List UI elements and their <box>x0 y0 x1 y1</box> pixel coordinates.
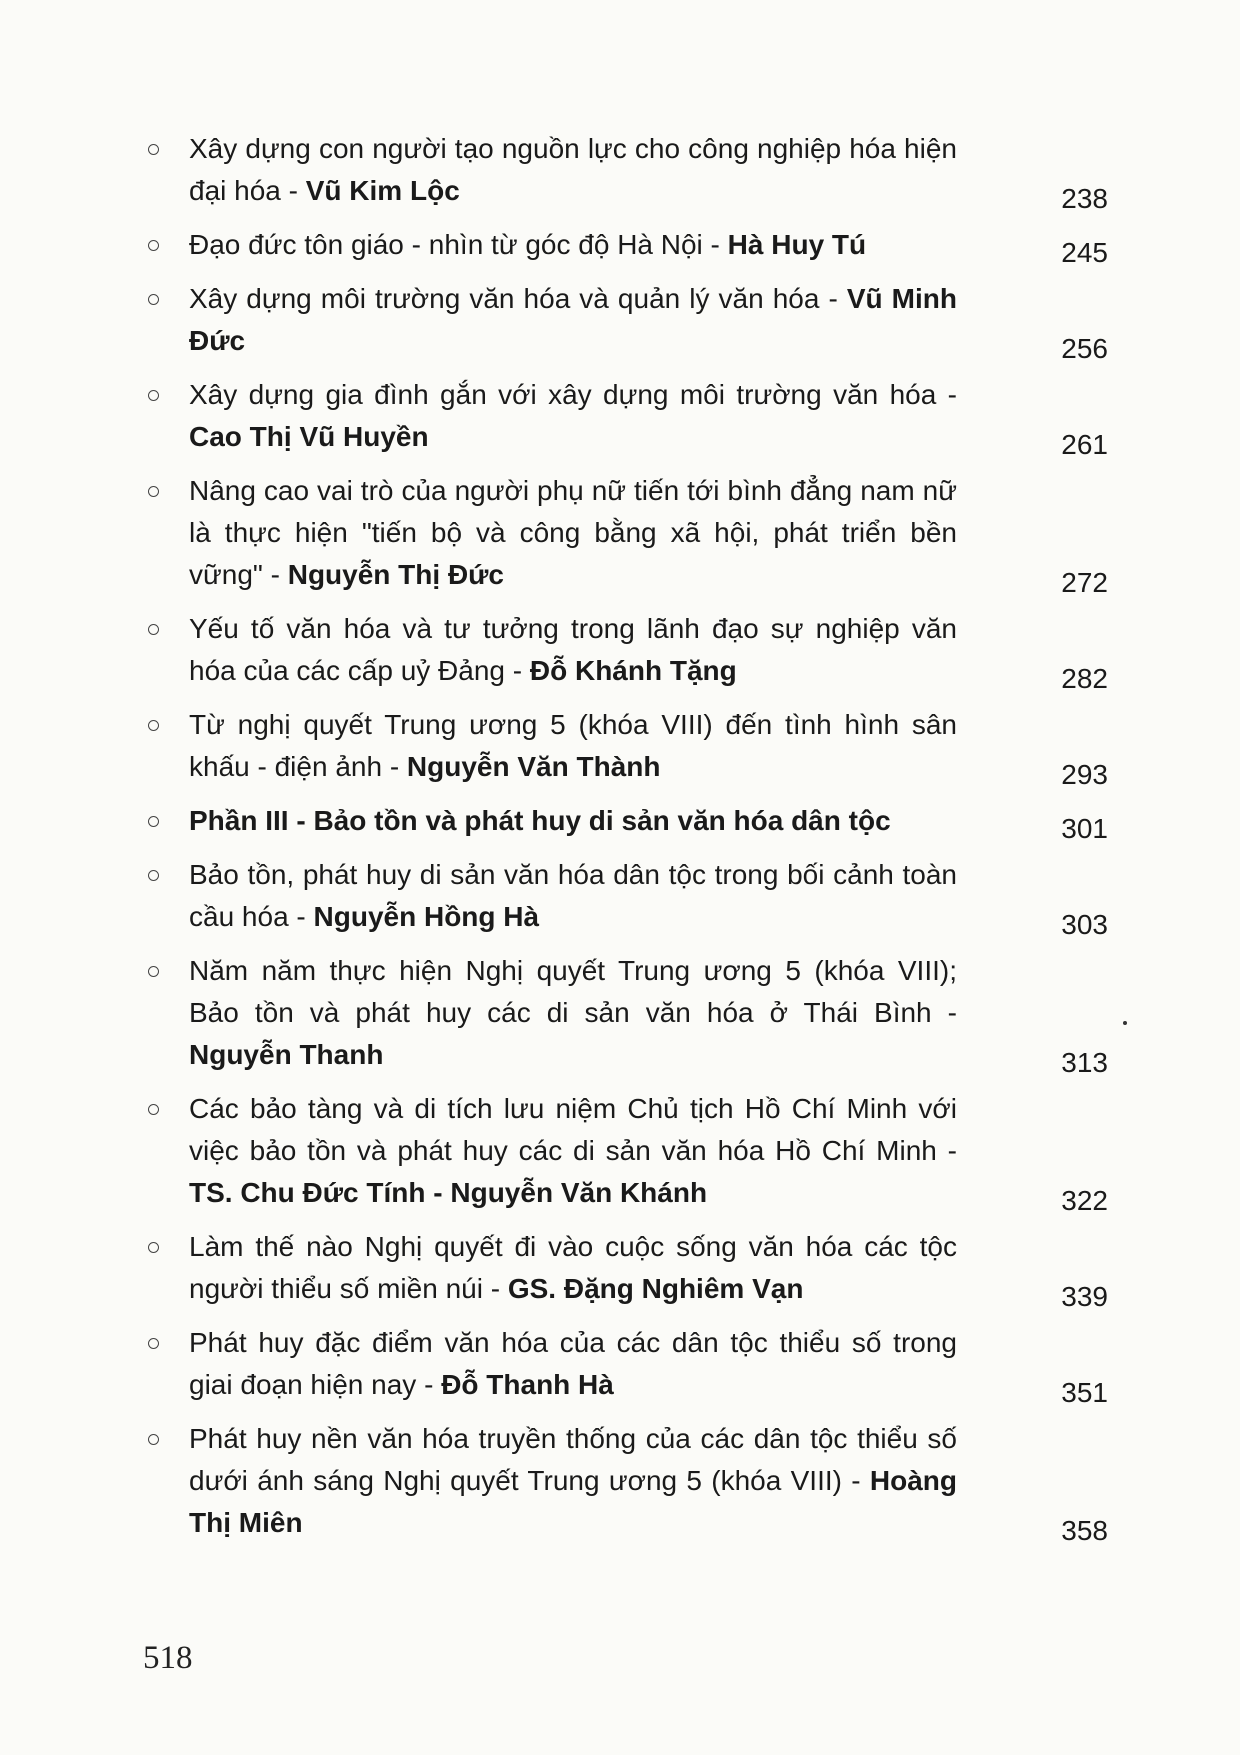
circle-bullet-icon <box>148 390 159 401</box>
circle-bullet-icon <box>148 624 159 635</box>
toc-entry <box>148 374 1108 458</box>
toc-entry-author: GS. Đặng Nghiêm Vạn <box>507 1273 804 1304</box>
toc-entry-text <box>189 800 957 842</box>
toc-entry-author: Đỗ Khánh Tặng <box>529 655 737 686</box>
toc-entry-text <box>189 224 957 266</box>
toc-entry-title: Phát huy đặc điểm văn hóa của các dân tộc thiểu số trong giai đoạn hiện nay - <box>189 1327 957 1400</box>
circle-bullet-icon <box>148 486 159 497</box>
toc-entry-text <box>189 128 957 212</box>
toc-entry-text <box>189 704 957 788</box>
circle-bullet-icon <box>148 870 159 881</box>
toc-entry-author: Vũ Kim Lộc <box>305 175 460 206</box>
toc-entry-title: Làm thế nào Nghị quyết đi vào cuộc sống văn hóa các tộc người thiểu số miền núi - <box>189 1231 957 1304</box>
toc-entry-author: Cao Thị Vũ Huyền <box>189 421 429 452</box>
toc-entry-page: 238 <box>1061 183 1108 214</box>
toc-entry-page: 358 <box>1061 1515 1108 1546</box>
toc-entry-text <box>189 950 957 1076</box>
toc-entry-text <box>189 1088 957 1214</box>
circle-bullet-icon <box>148 816 159 827</box>
table-of-contents <box>148 128 1108 1556</box>
toc-entry-author: Nguyễn Văn Thành <box>406 751 661 782</box>
toc-entry-title: Nâng cao vai trò của người phụ nữ tiến tới bình đẳng nam nữ là thực hiện "tiến bộ và công bằng xã hội, phát triển bền vững" - <box>189 475 957 590</box>
toc-entry <box>148 950 1108 1076</box>
toc-entry-author: Đỗ Thanh Hà <box>441 1369 614 1400</box>
toc-entry <box>148 1322 1108 1406</box>
toc-entry <box>148 128 1108 212</box>
circle-bullet-icon <box>148 1434 159 1445</box>
print-speck <box>1123 1021 1127 1025</box>
toc-entry-text <box>189 1226 957 1310</box>
toc-entry-title: Xây dựng gia đình gắn với xây dựng môi trường văn hóa - <box>189 379 957 410</box>
toc-entry-page: 272 <box>1061 567 1108 598</box>
toc-entry-author: TS. Chu Đức Tính - Nguyễn Văn Khánh <box>189 1177 708 1208</box>
toc-entry-page: 339 <box>1061 1281 1108 1312</box>
toc-entry-title: Xây dựng con người tạo nguồn lực cho công nghiệp hóa hiện đại hóa - <box>189 133 957 206</box>
circle-bullet-icon <box>148 1242 159 1253</box>
circle-bullet-icon <box>148 240 159 251</box>
toc-entry <box>148 224 1108 266</box>
toc-entry-page: 351 <box>1061 1377 1108 1408</box>
toc-entry <box>148 704 1108 788</box>
toc-entry-title: Phát huy nền văn hóa truyền thống của các dân tộc thiểu số dưới ánh sáng Nghị quyết Trung ương 5 (khóa VIII) - <box>189 1423 957 1496</box>
toc-entry <box>148 278 1108 362</box>
toc-entry-text <box>189 278 957 362</box>
toc-entry-author: Nguyễn Thị Đức <box>287 559 505 590</box>
toc-entry-text <box>189 854 957 938</box>
toc-entry-author: Nguyễn Thanh <box>189 1039 384 1070</box>
toc-entry-title: Năm năm thực hiện Nghị quyết Trung ương 5 (khóa VIII); Bảo tồn và phát huy các di sản văn hóa ở Thái Bình - <box>189 955 957 1028</box>
toc-entry-text <box>189 1418 957 1544</box>
toc-entry-title: Các bảo tàng và di tích lưu niệm Chủ tịch Hồ Chí Minh với việc bảo tồn và phát huy các di sản văn hóa Hồ Chí Minh - <box>189 1093 957 1166</box>
toc-entry-page: 261 <box>1061 429 1108 460</box>
toc-entry <box>148 1226 1108 1310</box>
circle-bullet-icon <box>148 294 159 305</box>
toc-entry-author: Vũ Minh Đức <box>189 283 957 356</box>
toc-entry <box>148 1418 1108 1544</box>
toc-entry-page: 245 <box>1061 237 1108 268</box>
toc-entry-text <box>189 608 957 692</box>
circle-bullet-icon <box>148 1338 159 1349</box>
toc-entry-page: 301 <box>1061 813 1108 844</box>
toc-entry-author: Nguyễn Hồng Hà <box>313 901 540 932</box>
toc-entry-title: Yếu tố văn hóa và tư tưởng trong lãnh đạo sự nghiệp văn hóa của các cấp uỷ Đảng - <box>189 613 957 686</box>
toc-entry-page: 293 <box>1061 759 1108 790</box>
circle-bullet-icon <box>148 144 159 155</box>
toc-entry-title: Bảo tồn, phát huy di sản văn hóa dân tộc trong bối cảnh toàn cầu hóa - <box>189 859 957 932</box>
toc-section-title: Phần III - Bảo tồn và phát huy di sản văn hóa dân tộc <box>189 805 891 836</box>
toc-entry-author: Hoàng Thị Miên <box>189 1465 957 1538</box>
circle-bullet-icon <box>148 1104 159 1115</box>
toc-entry-page: 282 <box>1061 663 1108 694</box>
toc-entry-title: Đạo đức tôn giáo - nhìn từ góc độ Hà Nội - <box>189 229 728 260</box>
toc-entry-page: 256 <box>1061 333 1108 364</box>
toc-entry-text <box>189 1322 957 1406</box>
toc-entry-page: 303 <box>1061 909 1108 940</box>
toc-entry-title: Xây dựng môi trường văn hóa và quản lý văn hóa - <box>189 283 847 314</box>
toc-entry <box>148 1088 1108 1214</box>
circle-bullet-icon <box>148 720 159 731</box>
toc-entry-page: 322 <box>1061 1185 1108 1216</box>
toc-entry <box>148 470 1108 596</box>
toc-entry-author: Hà Huy Tú <box>727 229 867 260</box>
page-number: 518 <box>143 1640 193 1676</box>
toc-section-heading <box>148 800 1108 842</box>
toc-entry-text <box>189 470 957 596</box>
toc-entry-text <box>189 374 957 458</box>
toc-entry-title: Từ nghị quyết Trung ương 5 (khóa VIII) đến tình hình sân khấu - điện ảnh - <box>189 709 957 782</box>
circle-bullet-icon <box>148 966 159 977</box>
toc-entry <box>148 608 1108 692</box>
toc-entry-page: 313 <box>1061 1047 1108 1078</box>
toc-entry <box>148 854 1108 938</box>
